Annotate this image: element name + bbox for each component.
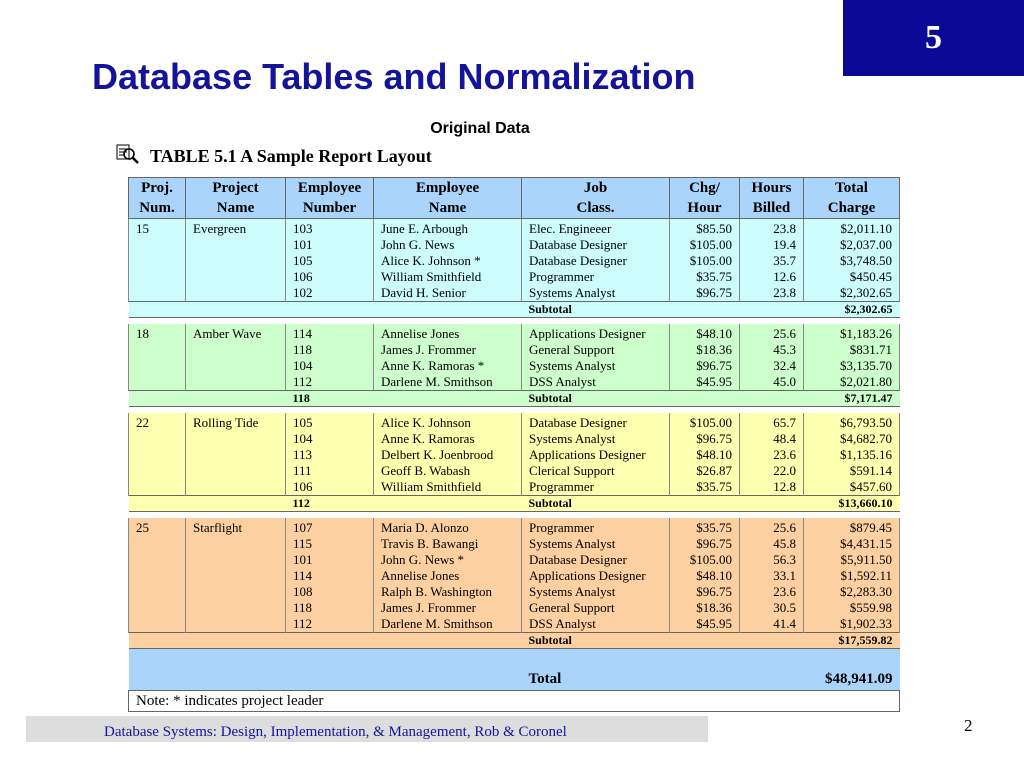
column-header [804, 178, 900, 219]
job-class-cell: Clerical Support [522, 463, 670, 479]
page-number: 2 [964, 716, 973, 735]
hours-billed-cell: 30.5 [740, 600, 804, 616]
subtotal-label-cell: Subtotal [522, 633, 670, 649]
employee-name-cell: John G. News [374, 237, 522, 253]
hours-billed-cell: 41.4 [740, 616, 804, 633]
hours-billed-cell: 23.8 [740, 219, 804, 238]
employee-number-cell: 102 [286, 285, 374, 302]
charge-per-hour-cell: $18.36 [670, 342, 740, 358]
project-name-cell [186, 584, 286, 600]
column-header-line: Proj. [141, 180, 173, 196]
project-name-cell [186, 431, 286, 447]
note-text: Note: * indicates project leader [129, 691, 900, 712]
project-number-cell: 22 [129, 413, 186, 431]
employee-number-cell: 107 [286, 518, 374, 536]
employee-name-cell: William Smithfield [374, 269, 522, 285]
subtotal-spacer-cell [670, 391, 740, 407]
subtotal-row [129, 633, 900, 649]
total-charge-cell: $450.45 [804, 269, 900, 285]
column-header [129, 178, 186, 219]
employee-name-cell: David H. Senior [374, 285, 522, 302]
subtotal-spacer-cell [129, 496, 186, 512]
hours-billed-cell: 22.0 [740, 463, 804, 479]
employee-name-cell: John G. News * [374, 552, 522, 568]
footer-text: Database Systems: Design, Implementation, & Management, Rob & Coronel [104, 724, 567, 740]
table-row [129, 324, 900, 342]
project-number-cell [129, 269, 186, 285]
charge-per-hour-cell: $105.00 [670, 253, 740, 269]
subtotal-spacer-cell [374, 633, 522, 649]
table-row [129, 518, 900, 536]
hours-billed-cell: 45.8 [740, 536, 804, 552]
employee-name-cell: Annelise Jones [374, 324, 522, 342]
hours-billed-cell: 23.6 [740, 584, 804, 600]
hours-billed-cell: 12.8 [740, 479, 804, 496]
project-name-cell: Rolling Tide [186, 413, 286, 431]
employee-number-cell: 111 [286, 463, 374, 479]
employee-number-cell: 105 [286, 253, 374, 269]
chapter-number-box [843, 0, 1024, 76]
table-row [129, 447, 900, 463]
project-name-cell [186, 269, 286, 285]
grand-total-row [129, 649, 900, 691]
column-header [670, 178, 740, 219]
subtotal-row [129, 496, 900, 512]
job-class-cell: Applications Designer [522, 324, 670, 342]
employee-name-cell: William Smithfield [374, 479, 522, 496]
table-row [129, 219, 900, 238]
employee-number-cell: 114 [286, 324, 374, 342]
employee-name-cell: Anne K. Ramoras * [374, 358, 522, 374]
employee-number-cell: 118 [286, 342, 374, 358]
project-name-cell [186, 374, 286, 391]
project-number-cell [129, 237, 186, 253]
hours-billed-cell: 23.8 [740, 285, 804, 302]
subtotal-note-cell [286, 302, 374, 318]
subtotal-label-cell: Subtotal [522, 391, 670, 407]
total-charge-cell: $3,748.50 [804, 253, 900, 269]
column-header-line: Name [216, 200, 255, 216]
project-name-cell [186, 237, 286, 253]
hours-billed-cell: 32.4 [740, 358, 804, 374]
hours-billed-cell: 48.4 [740, 431, 804, 447]
total-charge-cell: $2,011.10 [804, 219, 900, 238]
column-header [740, 178, 804, 219]
table-row [129, 536, 900, 552]
charge-per-hour-cell: $96.75 [670, 536, 740, 552]
charge-per-hour-cell: $45.95 [670, 616, 740, 633]
charge-per-hour-cell: $105.00 [670, 552, 740, 568]
hours-billed-cell: 45.0 [740, 374, 804, 391]
project-name-cell [186, 463, 286, 479]
column-header-line: Hours [751, 180, 792, 196]
employee-name-cell: Anne K. Ramoras [374, 431, 522, 447]
employee-number-cell: 112 [286, 616, 374, 633]
table-row [129, 413, 900, 431]
hours-billed-cell: 33.1 [740, 568, 804, 584]
employee-number-cell: 115 [286, 536, 374, 552]
table-row [129, 479, 900, 496]
job-class-cell: Systems Analyst [522, 358, 670, 374]
employee-name-cell: James J. Frommer [374, 342, 522, 358]
column-header [186, 178, 286, 219]
project-number-cell: 18 [129, 324, 186, 342]
table-row [129, 342, 900, 358]
project-number-cell [129, 431, 186, 447]
project-number-cell: 25 [129, 518, 186, 536]
charge-per-hour-cell: $105.00 [670, 413, 740, 431]
subtotal-row [129, 302, 900, 318]
project-name-cell [186, 253, 286, 269]
table-row [129, 431, 900, 447]
employee-name-cell: Alice K. Johnson * [374, 253, 522, 269]
employee-number-cell: 104 [286, 358, 374, 374]
project-name-cell [186, 447, 286, 463]
charge-per-hour-cell: $26.87 [670, 463, 740, 479]
hours-billed-cell: 65.7 [740, 413, 804, 431]
column-header [286, 178, 374, 219]
subtotal-value-cell: $2,302.65 [804, 302, 900, 318]
job-class-cell: Systems Analyst [522, 584, 670, 600]
total-charge-cell: $2,283.30 [804, 584, 900, 600]
project-name-cell: Amber Wave [186, 324, 286, 342]
subtotal-note-cell: 112 [286, 496, 374, 512]
job-class-cell: Applications Designer [522, 568, 670, 584]
table-caption-text: TABLE 5.1 A Sample Report Layout [150, 146, 432, 166]
project-number-cell [129, 616, 186, 633]
subtotal-spacer-cell [186, 302, 286, 318]
sample-report-table [128, 177, 900, 712]
project-number-cell [129, 358, 186, 374]
column-header-line: Name [428, 200, 467, 216]
total-charge-cell: $4,431.15 [804, 536, 900, 552]
total-value-cell: $48,941.09 [804, 649, 900, 691]
column-header [374, 178, 522, 219]
total-spacer-cell [670, 649, 804, 691]
job-class-cell: Systems Analyst [522, 431, 670, 447]
total-charge-cell: $1,183.26 [804, 324, 900, 342]
employee-name-cell: June E. Arbough [374, 219, 522, 238]
employee-name-cell: Maria D. Alonzo [374, 518, 522, 536]
table-row [129, 358, 900, 374]
employee-number-cell: 108 [286, 584, 374, 600]
table-row [129, 237, 900, 253]
table-caption [116, 144, 432, 169]
project-name-cell [186, 342, 286, 358]
table-row [129, 568, 900, 584]
column-header-line: Hour [687, 200, 722, 216]
total-charge-cell: $457.60 [804, 479, 900, 496]
employee-number-cell: 101 [286, 237, 374, 253]
project-number-cell: 15 [129, 219, 186, 238]
total-charge-cell: $879.45 [804, 518, 900, 536]
project-name-cell [186, 479, 286, 496]
table-row [129, 463, 900, 479]
table-row [129, 584, 900, 600]
subtotal-spacer-cell [670, 302, 740, 318]
job-class-cell: Database Designer [522, 237, 670, 253]
job-class-cell: Database Designer [522, 413, 670, 431]
slide-title: Database Tables and Normalization [92, 56, 696, 97]
project-name-cell: Evergreen [186, 219, 286, 238]
total-charge-cell: $2,021.80 [804, 374, 900, 391]
table-row [129, 552, 900, 568]
column-header-line: Billed [752, 200, 791, 216]
subtotal-note-cell: 118 [286, 391, 374, 407]
charge-per-hour-cell: $48.10 [670, 324, 740, 342]
project-number-cell [129, 568, 186, 584]
charge-per-hour-cell: $35.75 [670, 518, 740, 536]
total-charge-cell: $2,302.65 [804, 285, 900, 302]
subtotal-row [129, 391, 900, 407]
project-number-cell [129, 552, 186, 568]
column-header-line: Number [302, 200, 357, 216]
table-row [129, 285, 900, 302]
employee-number-cell: 113 [286, 447, 374, 463]
charge-per-hour-cell: $48.10 [670, 447, 740, 463]
project-name-cell [186, 616, 286, 633]
column-header-line: Chg/ [689, 180, 720, 196]
subtotal-value-cell: $17,559.82 [804, 633, 900, 649]
project-number-cell [129, 536, 186, 552]
column-header-line: Charge [827, 200, 876, 216]
employee-name-cell: Alice K. Johnson [374, 413, 522, 431]
project-name-cell [186, 285, 286, 302]
table-row [129, 600, 900, 616]
job-class-cell: Programmer [522, 518, 670, 536]
project-name-cell [186, 600, 286, 616]
job-class-cell: Programmer [522, 479, 670, 496]
project-number-cell [129, 447, 186, 463]
total-charge-cell: $1,135.16 [804, 447, 900, 463]
total-charge-cell: $3,135.70 [804, 358, 900, 374]
column-header-line: Class. [576, 200, 615, 216]
column-header-line: Project [212, 180, 259, 196]
column-header-line: Employee [297, 180, 362, 196]
column-header [522, 178, 670, 219]
employee-name-cell: Annelise Jones [374, 568, 522, 584]
column-header-line: Job [583, 180, 608, 196]
slide-subtitle: Original Data [430, 120, 530, 137]
employee-number-cell: 112 [286, 374, 374, 391]
subtotal-spacer-cell [129, 302, 186, 318]
subtotal-spacer-cell [740, 633, 804, 649]
chapter-number: 5 [925, 19, 942, 56]
total-charge-cell: $559.98 [804, 600, 900, 616]
employee-number-cell: 118 [286, 600, 374, 616]
total-label-cell: Total [522, 649, 670, 691]
employee-number-cell: 106 [286, 269, 374, 285]
subtotal-spacer-cell [374, 302, 522, 318]
magnifier-icon [116, 144, 140, 169]
total-spacer-cell [129, 649, 522, 691]
subtotal-spacer-cell [374, 391, 522, 407]
charge-per-hour-cell: $96.75 [670, 285, 740, 302]
charge-per-hour-cell: $85.50 [670, 219, 740, 238]
total-charge-cell: $1,592.11 [804, 568, 900, 584]
project-name-cell: Starflight [186, 518, 286, 536]
column-header-line: Num. [139, 200, 175, 216]
total-charge-cell: $4,682.70 [804, 431, 900, 447]
hours-billed-cell: 56.3 [740, 552, 804, 568]
charge-per-hour-cell: $45.95 [670, 374, 740, 391]
subtotal-value-cell: $13,660.10 [804, 496, 900, 512]
charge-per-hour-cell: $96.75 [670, 358, 740, 374]
employee-number-cell: 114 [286, 568, 374, 584]
employee-number-cell: 101 [286, 552, 374, 568]
employee-number-cell: 103 [286, 219, 374, 238]
project-number-cell [129, 600, 186, 616]
project-name-cell [186, 536, 286, 552]
employee-name-cell: Darlene M. Smithson [374, 616, 522, 633]
subtotal-spacer-cell [186, 391, 286, 407]
job-class-cell: Applications Designer [522, 447, 670, 463]
table-row [129, 253, 900, 269]
charge-per-hour-cell: $105.00 [670, 237, 740, 253]
employee-name-cell: Darlene M. Smithson [374, 374, 522, 391]
job-class-cell: DSS Analyst [522, 374, 670, 391]
employee-name-cell: Geoff B. Wabash [374, 463, 522, 479]
charge-per-hour-cell: $35.75 [670, 479, 740, 496]
job-class-cell: Programmer [522, 269, 670, 285]
employee-name-cell: Delbert K. Joenbrood [374, 447, 522, 463]
hours-billed-cell: 19.4 [740, 237, 804, 253]
subtotal-spacer-cell [129, 633, 186, 649]
employee-number-cell: 106 [286, 479, 374, 496]
job-class-cell: General Support [522, 342, 670, 358]
subtotal-label-cell: Subtotal [522, 302, 670, 318]
project-number-cell [129, 374, 186, 391]
total-charge-cell: $6,793.50 [804, 413, 900, 431]
subtotal-spacer-cell [374, 496, 522, 512]
table-row [129, 269, 900, 285]
subtotal-spacer-cell [740, 496, 804, 512]
job-class-cell: Systems Analyst [522, 536, 670, 552]
project-number-cell [129, 285, 186, 302]
hours-billed-cell: 23.6 [740, 447, 804, 463]
total-charge-cell: $2,037.00 [804, 237, 900, 253]
note-row [129, 691, 900, 712]
total-charge-cell: $831.71 [804, 342, 900, 358]
subtotal-spacer-cell [670, 496, 740, 512]
project-name-cell [186, 358, 286, 374]
job-class-cell: Database Designer [522, 552, 670, 568]
charge-per-hour-cell: $18.36 [670, 600, 740, 616]
employee-number-cell: 105 [286, 413, 374, 431]
subtotal-spacer-cell [186, 496, 286, 512]
charge-per-hour-cell: $48.10 [670, 568, 740, 584]
subtotal-spacer-cell [186, 633, 286, 649]
subtotal-value-cell: $7,171.47 [804, 391, 900, 407]
job-class-cell: General Support [522, 600, 670, 616]
employee-number-cell: 104 [286, 431, 374, 447]
total-charge-cell: $1,902.33 [804, 616, 900, 633]
header-row [129, 178, 900, 219]
total-charge-cell: $5,911.50 [804, 552, 900, 568]
subtotal-note-cell [286, 633, 374, 649]
job-class-cell: Systems Analyst [522, 285, 670, 302]
table-row [129, 374, 900, 391]
hours-billed-cell: 12.6 [740, 269, 804, 285]
project-number-cell [129, 253, 186, 269]
table-row [129, 616, 900, 633]
subtotal-spacer-cell [129, 391, 186, 407]
project-number-cell [129, 342, 186, 358]
hours-billed-cell: 35.7 [740, 253, 804, 269]
job-class-cell: DSS Analyst [522, 616, 670, 633]
project-number-cell [129, 584, 186, 600]
column-header-line: Employee [415, 180, 480, 196]
table-body [129, 219, 900, 712]
job-class-cell: Database Designer [522, 253, 670, 269]
hours-billed-cell: 45.3 [740, 342, 804, 358]
charge-per-hour-cell: $96.75 [670, 431, 740, 447]
employee-name-cell: Ralph B. Washington [374, 584, 522, 600]
hours-billed-cell: 25.6 [740, 324, 804, 342]
project-name-cell [186, 568, 286, 584]
charge-per-hour-cell: $35.75 [670, 269, 740, 285]
total-charge-cell: $591.14 [804, 463, 900, 479]
table-header [129, 178, 900, 219]
subtotal-spacer-cell [740, 302, 804, 318]
employee-name-cell: James J. Frommer [374, 600, 522, 616]
employee-name-cell: Travis B. Bawangi [374, 536, 522, 552]
subtotal-spacer-cell [670, 633, 740, 649]
project-number-cell [129, 463, 186, 479]
project-number-cell [129, 479, 186, 496]
charge-per-hour-cell: $96.75 [670, 584, 740, 600]
subtotal-spacer-cell [740, 391, 804, 407]
column-header-line: Total [835, 180, 868, 196]
hours-billed-cell: 25.6 [740, 518, 804, 536]
job-class-cell: Elec. Engineeer [522, 219, 670, 238]
project-name-cell [186, 552, 286, 568]
subtotal-label-cell: Subtotal [522, 496, 670, 512]
